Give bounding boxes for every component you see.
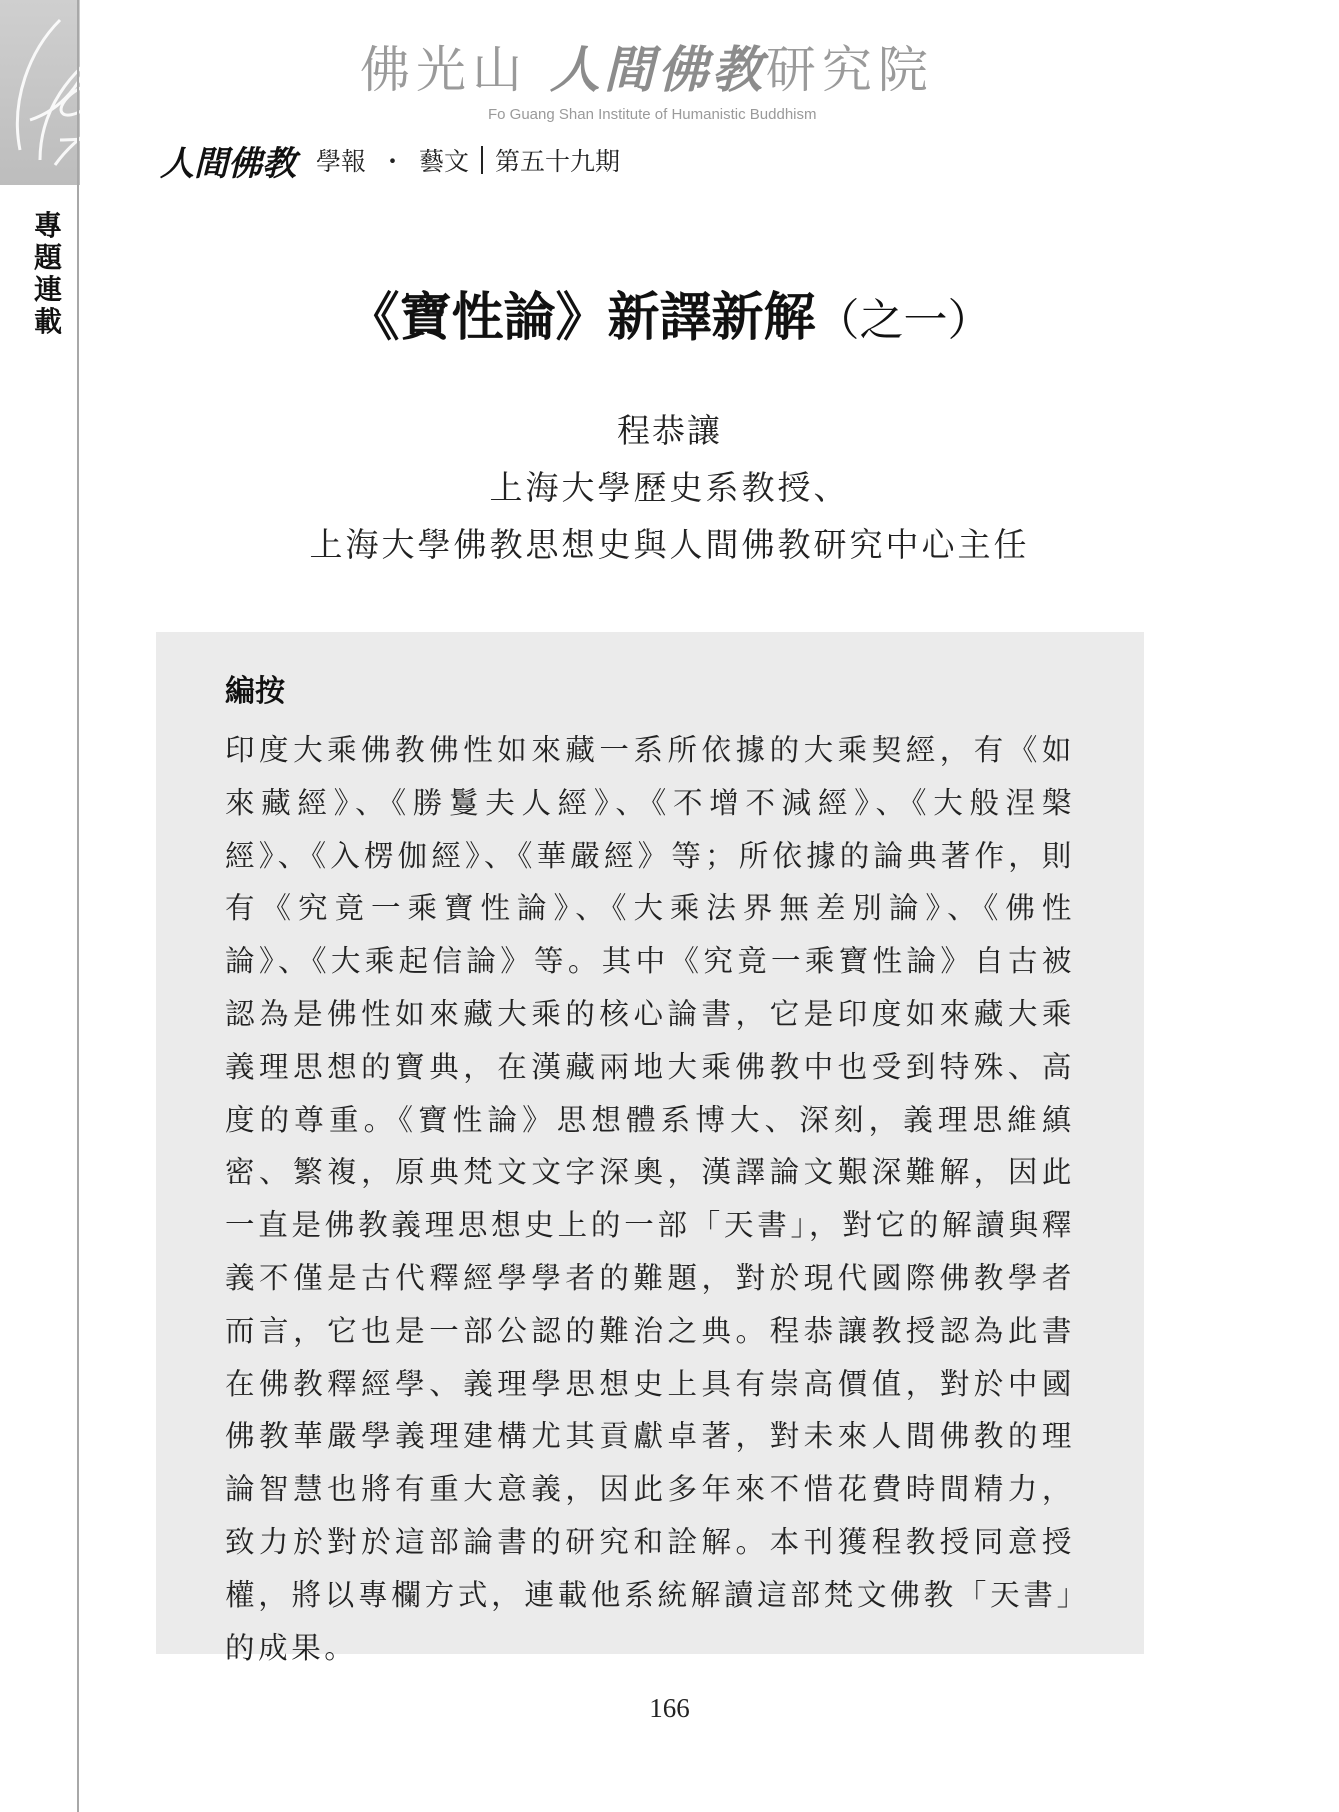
journal-section: 學報 — [316, 147, 367, 176]
institute-prefix: 佛光山 — [360, 41, 528, 99]
institute-brand: 人間佛教 — [549, 41, 766, 99]
journal-brand: 人間佛教 — [160, 143, 296, 184]
title-main: 《寶性論》新譯新解 — [347, 288, 816, 348]
author-affiliation-2: 上海大學佛教思想史與人間佛教研究中心主任 — [309, 525, 1030, 564]
lotus-logo-icon — [0, 0, 185, 185]
author-affiliation-1: 上海大學歷史系教授、 — [489, 468, 850, 507]
institute-name-english: Fo Guang Shan Institute of Humanistic Buddhism — [488, 106, 817, 123]
author-name: 程恭讓 — [617, 411, 722, 450]
journal-issue: 第五十九期 — [495, 147, 621, 176]
journal-separator-bar — [481, 146, 483, 174]
institute-suffix: 研究院 — [765, 41, 934, 99]
editor-note-body: 印度大乘佛教佛性如來藏一系所依據的大乘契經，有《如來藏經》、《勝鬘夫人經》、《不增不減經》、《大般涅槃經》、《入楞伽經》、《華嚴經》等；所依據的論典著作，則有《究竟一乘寶性論》、《大乘法界無差別論》、《佛性論》、《大乘起信論》等。其中《究竟一乘寶性論》自古被認為是佛性如來藏大乘的核心論書，它是印度如來藏大乘義理思想的寶典，在漢藏兩地大乘佛教中也受到特殊、高度的尊重。《寶性論》思想體系博大、深刻，義理思維縝密、繁複，原典梵文文字深奧，漢譯論文艱深難解，因此一直是佛教義理思想史上的一部「天書」，對它的解讀與釋義不僅是古代釋經學學者的難題，對於現代國際佛教學者而言，它也是一部公認的難治之典。程恭讓教授認為此書在佛教釋經學、義理學思想史上具有崇高價值，對於中國佛教華嚴學義理建構尤其貢獻卓著，對未來人間佛教的理論智慧也將有重大意義，因此多年來不惜花費時間精力，致力於對於這部論書的研究和詮解。本刊獲程教授同意授權，將以專欄方式，連載他系統解讀這部梵文佛教「天書」的成果。 — [225, 733, 1075, 1665]
running-header — [160, 140, 621, 184]
article-title — [0, 275, 1339, 350]
journal-separator-dot: ・ — [380, 147, 406, 176]
page-number: 166 — [649, 1693, 690, 1723]
institute-name-chinese — [360, 30, 980, 102]
journal-subsection: 藝文 — [419, 147, 470, 176]
section-tag: 專題連載 — [33, 209, 62, 338]
left-margin-rule — [77, 0, 79, 1812]
editor-note-box — [156, 632, 1144, 1665]
editor-note-heading: 編按 — [225, 674, 285, 709]
title-part: （之一） — [815, 295, 992, 346]
